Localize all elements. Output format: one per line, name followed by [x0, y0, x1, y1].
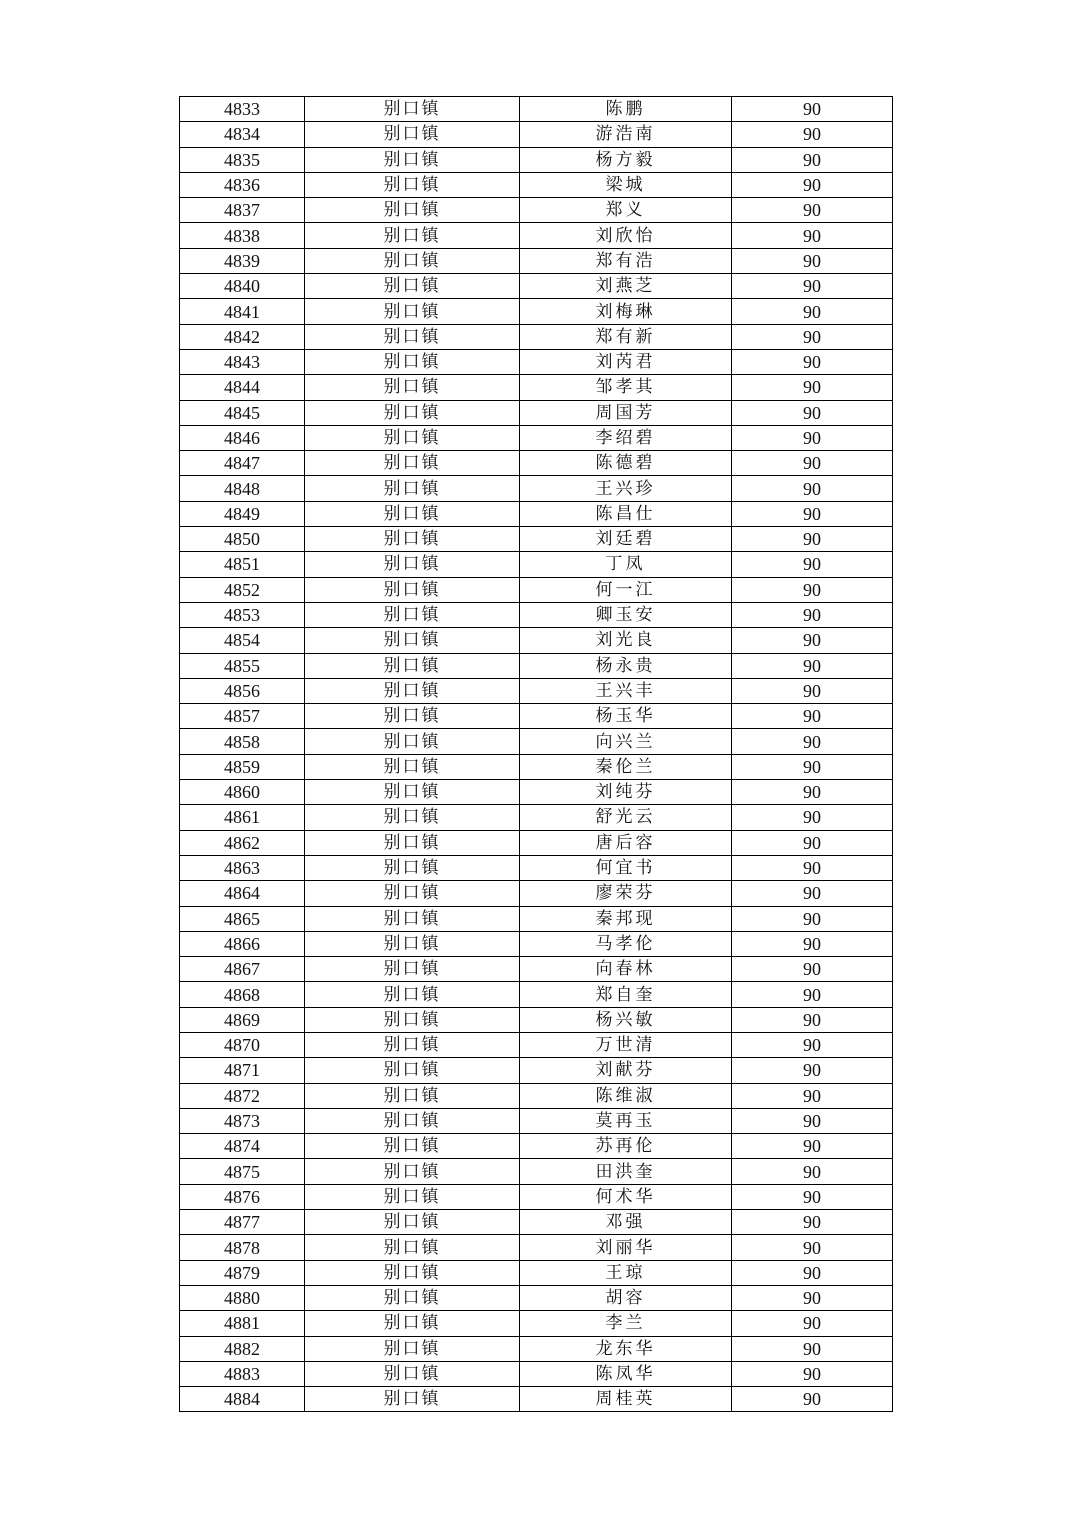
name-cell: 万世清	[520, 1032, 732, 1057]
name-cell: 周国芳	[520, 400, 732, 425]
row-number-cell: 4881	[180, 1311, 305, 1336]
row-number-cell: 4837	[180, 198, 305, 223]
amount-cell: 90	[732, 1311, 893, 1336]
town-cell: 别口镇	[305, 1387, 520, 1412]
amount-cell: 90	[732, 1058, 893, 1083]
row-number-cell: 4872	[180, 1083, 305, 1108]
town-cell: 别口镇	[305, 754, 520, 779]
amount-cell: 90	[732, 628, 893, 653]
name-cell: 龙东华	[520, 1336, 732, 1361]
town-cell: 别口镇	[305, 881, 520, 906]
name-cell: 秦伦兰	[520, 754, 732, 779]
name-cell: 郑义	[520, 198, 732, 223]
name-cell: 陈凤华	[520, 1361, 732, 1386]
row-number-cell: 4848	[180, 476, 305, 501]
table-row	[180, 1235, 893, 1260]
row-number-cell: 4860	[180, 780, 305, 805]
name-cell: 向春林	[520, 957, 732, 982]
town-cell: 别口镇	[305, 1007, 520, 1032]
town-cell: 别口镇	[305, 501, 520, 526]
name-cell: 邓强	[520, 1210, 732, 1235]
table-row	[180, 577, 893, 602]
table-row	[180, 729, 893, 754]
row-number-cell: 4856	[180, 678, 305, 703]
town-cell: 别口镇	[305, 628, 520, 653]
name-cell: 游浩南	[520, 122, 732, 147]
town-cell: 别口镇	[305, 299, 520, 324]
amount-cell: 90	[732, 122, 893, 147]
amount-cell: 90	[732, 1134, 893, 1159]
row-number-cell: 4873	[180, 1108, 305, 1133]
name-cell: 胡容	[520, 1285, 732, 1310]
table-row	[180, 451, 893, 476]
amount-cell: 90	[732, 653, 893, 678]
row-number-cell: 4876	[180, 1184, 305, 1209]
amount-cell: 90	[732, 1083, 893, 1108]
amount-cell: 90	[732, 324, 893, 349]
table-row	[180, 957, 893, 982]
table-row	[180, 1210, 893, 1235]
amount-cell: 90	[732, 375, 893, 400]
name-cell: 何宜书	[520, 855, 732, 880]
row-number-cell: 4844	[180, 375, 305, 400]
town-cell: 别口镇	[305, 476, 520, 501]
table-row	[180, 1159, 893, 1184]
name-cell: 马孝伦	[520, 931, 732, 956]
table-row	[180, 1285, 893, 1310]
amount-cell: 90	[732, 1032, 893, 1057]
table-row	[180, 1032, 893, 1057]
amount-cell: 90	[732, 780, 893, 805]
row-number-cell: 4879	[180, 1260, 305, 1285]
amount-cell: 90	[732, 501, 893, 526]
table-row	[180, 1336, 893, 1361]
table-row	[180, 1134, 893, 1159]
amount-cell: 90	[732, 1159, 893, 1184]
name-cell: 刘光良	[520, 628, 732, 653]
row-number-cell: 4842	[180, 324, 305, 349]
name-cell: 刘丽华	[520, 1235, 732, 1260]
table-row	[180, 1387, 893, 1412]
name-cell: 刘梅琳	[520, 299, 732, 324]
amount-cell: 90	[732, 1361, 893, 1386]
town-cell: 别口镇	[305, 527, 520, 552]
table-row	[180, 425, 893, 450]
name-cell: 李绍碧	[520, 425, 732, 450]
name-cell: 刘燕芝	[520, 274, 732, 299]
name-cell: 郑有新	[520, 324, 732, 349]
table-row	[180, 501, 893, 526]
town-cell: 别口镇	[305, 1260, 520, 1285]
amount-cell: 90	[732, 602, 893, 627]
amount-cell: 90	[732, 527, 893, 552]
amount-cell: 90	[732, 577, 893, 602]
table-row	[180, 1311, 893, 1336]
table-row	[180, 982, 893, 1007]
name-cell: 李兰	[520, 1311, 732, 1336]
town-cell: 别口镇	[305, 982, 520, 1007]
table-row	[180, 552, 893, 577]
table-row	[180, 1260, 893, 1285]
table-row	[180, 881, 893, 906]
town-cell: 别口镇	[305, 400, 520, 425]
row-number-cell: 4840	[180, 274, 305, 299]
amount-cell: 90	[732, 349, 893, 374]
table-row	[180, 1361, 893, 1386]
amount-cell: 90	[732, 147, 893, 172]
data-table	[179, 96, 893, 1412]
town-cell: 别口镇	[305, 729, 520, 754]
row-number-cell: 4884	[180, 1387, 305, 1412]
amount-cell: 90	[732, 97, 893, 122]
table-body	[180, 97, 893, 1412]
table-row	[180, 628, 893, 653]
amount-cell: 90	[732, 805, 893, 830]
name-cell: 秦邦现	[520, 906, 732, 931]
row-number-cell: 4855	[180, 653, 305, 678]
name-cell: 杨玉华	[520, 704, 732, 729]
town-cell: 别口镇	[305, 1032, 520, 1057]
table-row	[180, 931, 893, 956]
name-cell: 苏再伦	[520, 1134, 732, 1159]
town-cell: 别口镇	[305, 147, 520, 172]
name-cell: 唐后容	[520, 830, 732, 855]
row-number-cell: 4835	[180, 147, 305, 172]
row-number-cell: 4850	[180, 527, 305, 552]
name-cell: 梁城	[520, 172, 732, 197]
name-cell: 杨永贵	[520, 653, 732, 678]
amount-cell: 90	[732, 1387, 893, 1412]
table-row	[180, 198, 893, 223]
row-number-cell: 4836	[180, 172, 305, 197]
town-cell: 别口镇	[305, 830, 520, 855]
row-number-cell: 4880	[180, 1285, 305, 1310]
name-cell: 刘欣怡	[520, 223, 732, 248]
town-cell: 别口镇	[305, 122, 520, 147]
name-cell: 卿玉安	[520, 602, 732, 627]
amount-cell: 90	[732, 906, 893, 931]
town-cell: 别口镇	[305, 1083, 520, 1108]
town-cell: 别口镇	[305, 172, 520, 197]
name-cell: 丁凤	[520, 552, 732, 577]
town-cell: 别口镇	[305, 1285, 520, 1310]
town-cell: 别口镇	[305, 248, 520, 273]
row-number-cell: 4864	[180, 881, 305, 906]
amount-cell: 90	[732, 299, 893, 324]
row-number-cell: 4865	[180, 906, 305, 931]
table-row	[180, 324, 893, 349]
name-cell: 何术华	[520, 1184, 732, 1209]
town-cell: 别口镇	[305, 425, 520, 450]
row-number-cell: 4849	[180, 501, 305, 526]
name-cell: 周桂英	[520, 1387, 732, 1412]
amount-cell: 90	[732, 1108, 893, 1133]
row-number-cell: 4862	[180, 830, 305, 855]
amount-cell: 90	[732, 855, 893, 880]
row-number-cell: 4839	[180, 248, 305, 273]
name-cell: 刘芮君	[520, 349, 732, 374]
table-row	[180, 172, 893, 197]
table-row	[180, 678, 893, 703]
row-number-cell: 4868	[180, 982, 305, 1007]
amount-cell: 90	[732, 1260, 893, 1285]
town-cell: 别口镇	[305, 375, 520, 400]
town-cell: 别口镇	[305, 1058, 520, 1083]
name-cell: 陈维淑	[520, 1083, 732, 1108]
row-number-cell: 4857	[180, 704, 305, 729]
amount-cell: 90	[732, 451, 893, 476]
amount-cell: 90	[732, 223, 893, 248]
table-row	[180, 122, 893, 147]
row-number-cell: 4871	[180, 1058, 305, 1083]
table-row	[180, 97, 893, 122]
table-row	[180, 147, 893, 172]
town-cell: 别口镇	[305, 805, 520, 830]
name-cell: 刘纯芬	[520, 780, 732, 805]
name-cell: 何一江	[520, 577, 732, 602]
name-cell: 刘献芬	[520, 1058, 732, 1083]
row-number-cell: 4852	[180, 577, 305, 602]
town-cell: 别口镇	[305, 1235, 520, 1260]
town-cell: 别口镇	[305, 451, 520, 476]
town-cell: 别口镇	[305, 223, 520, 248]
table-row	[180, 400, 893, 425]
town-cell: 别口镇	[305, 1210, 520, 1235]
table-row	[180, 274, 893, 299]
row-number-cell: 4877	[180, 1210, 305, 1235]
amount-cell: 90	[732, 1007, 893, 1032]
row-number-cell: 4853	[180, 602, 305, 627]
town-cell: 别口镇	[305, 274, 520, 299]
row-number-cell: 4847	[180, 451, 305, 476]
table-row	[180, 754, 893, 779]
amount-cell: 90	[732, 957, 893, 982]
amount-cell: 90	[732, 248, 893, 273]
town-cell: 别口镇	[305, 97, 520, 122]
name-cell: 王兴丰	[520, 678, 732, 703]
amount-cell: 90	[732, 274, 893, 299]
name-cell: 王兴珍	[520, 476, 732, 501]
name-cell: 陈鹏	[520, 97, 732, 122]
row-number-cell: 4838	[180, 223, 305, 248]
row-number-cell: 4867	[180, 957, 305, 982]
town-cell: 别口镇	[305, 602, 520, 627]
town-cell: 别口镇	[305, 1311, 520, 1336]
name-cell: 杨兴敏	[520, 1007, 732, 1032]
name-cell: 廖荣芬	[520, 881, 732, 906]
table-row	[180, 855, 893, 880]
table-row	[180, 1083, 893, 1108]
amount-cell: 90	[732, 1210, 893, 1235]
row-number-cell: 4869	[180, 1007, 305, 1032]
name-cell: 邹孝其	[520, 375, 732, 400]
name-cell: 陈昌仕	[520, 501, 732, 526]
table-row	[180, 1007, 893, 1032]
town-cell: 别口镇	[305, 349, 520, 374]
table-row	[180, 349, 893, 374]
name-cell: 郑自奎	[520, 982, 732, 1007]
town-cell: 别口镇	[305, 324, 520, 349]
amount-cell: 90	[732, 552, 893, 577]
row-number-cell: 4883	[180, 1361, 305, 1386]
amount-cell: 90	[732, 881, 893, 906]
row-number-cell: 4875	[180, 1159, 305, 1184]
town-cell: 别口镇	[305, 957, 520, 982]
town-cell: 别口镇	[305, 1134, 520, 1159]
town-cell: 别口镇	[305, 704, 520, 729]
row-number-cell: 4854	[180, 628, 305, 653]
row-number-cell: 4851	[180, 552, 305, 577]
table-row	[180, 1108, 893, 1133]
town-cell: 别口镇	[305, 1361, 520, 1386]
name-cell: 郑有浩	[520, 248, 732, 273]
amount-cell: 90	[732, 982, 893, 1007]
amount-cell: 90	[732, 754, 893, 779]
amount-cell: 90	[732, 931, 893, 956]
table-row	[180, 1184, 893, 1209]
amount-cell: 90	[732, 1336, 893, 1361]
amount-cell: 90	[732, 1184, 893, 1209]
name-cell: 莫再玉	[520, 1108, 732, 1133]
amount-cell: 90	[732, 1235, 893, 1260]
amount-cell: 90	[732, 1285, 893, 1310]
name-cell: 陈德碧	[520, 451, 732, 476]
name-cell: 杨方毅	[520, 147, 732, 172]
amount-cell: 90	[732, 704, 893, 729]
name-cell: 田洪奎	[520, 1159, 732, 1184]
table-row	[180, 1058, 893, 1083]
amount-cell: 90	[732, 425, 893, 450]
town-cell: 别口镇	[305, 1159, 520, 1184]
table-row	[180, 223, 893, 248]
table-row	[180, 602, 893, 627]
name-cell: 刘廷碧	[520, 527, 732, 552]
table-row	[180, 830, 893, 855]
row-number-cell: 4841	[180, 299, 305, 324]
row-number-cell: 4878	[180, 1235, 305, 1260]
town-cell: 别口镇	[305, 577, 520, 602]
name-cell: 向兴兰	[520, 729, 732, 754]
town-cell: 别口镇	[305, 678, 520, 703]
table-row	[180, 476, 893, 501]
amount-cell: 90	[732, 729, 893, 754]
row-number-cell: 4834	[180, 122, 305, 147]
row-number-cell: 4846	[180, 425, 305, 450]
table-row	[180, 248, 893, 273]
row-number-cell: 4858	[180, 729, 305, 754]
amount-cell: 90	[732, 830, 893, 855]
table-row	[180, 805, 893, 830]
town-cell: 别口镇	[305, 780, 520, 805]
town-cell: 别口镇	[305, 653, 520, 678]
amount-cell: 90	[732, 678, 893, 703]
amount-cell: 90	[732, 198, 893, 223]
row-number-cell: 4866	[180, 931, 305, 956]
table-row	[180, 299, 893, 324]
amount-cell: 90	[732, 400, 893, 425]
table-row	[180, 653, 893, 678]
town-cell: 别口镇	[305, 855, 520, 880]
row-number-cell: 4863	[180, 855, 305, 880]
town-cell: 别口镇	[305, 1108, 520, 1133]
town-cell: 别口镇	[305, 552, 520, 577]
row-number-cell: 4845	[180, 400, 305, 425]
name-cell: 舒光云	[520, 805, 732, 830]
amount-cell: 90	[732, 172, 893, 197]
row-number-cell: 4882	[180, 1336, 305, 1361]
town-cell: 别口镇	[305, 1184, 520, 1209]
row-number-cell: 4874	[180, 1134, 305, 1159]
table-row	[180, 527, 893, 552]
row-number-cell: 4833	[180, 97, 305, 122]
table-row	[180, 375, 893, 400]
row-number-cell: 4859	[180, 754, 305, 779]
name-cell: 王琼	[520, 1260, 732, 1285]
table-row	[180, 780, 893, 805]
town-cell: 别口镇	[305, 931, 520, 956]
row-number-cell: 4843	[180, 349, 305, 374]
town-cell: 别口镇	[305, 906, 520, 931]
row-number-cell: 4861	[180, 805, 305, 830]
amount-cell: 90	[732, 476, 893, 501]
town-cell: 别口镇	[305, 1336, 520, 1361]
table-row	[180, 906, 893, 931]
table-row	[180, 704, 893, 729]
town-cell: 别口镇	[305, 198, 520, 223]
row-number-cell: 4870	[180, 1032, 305, 1057]
